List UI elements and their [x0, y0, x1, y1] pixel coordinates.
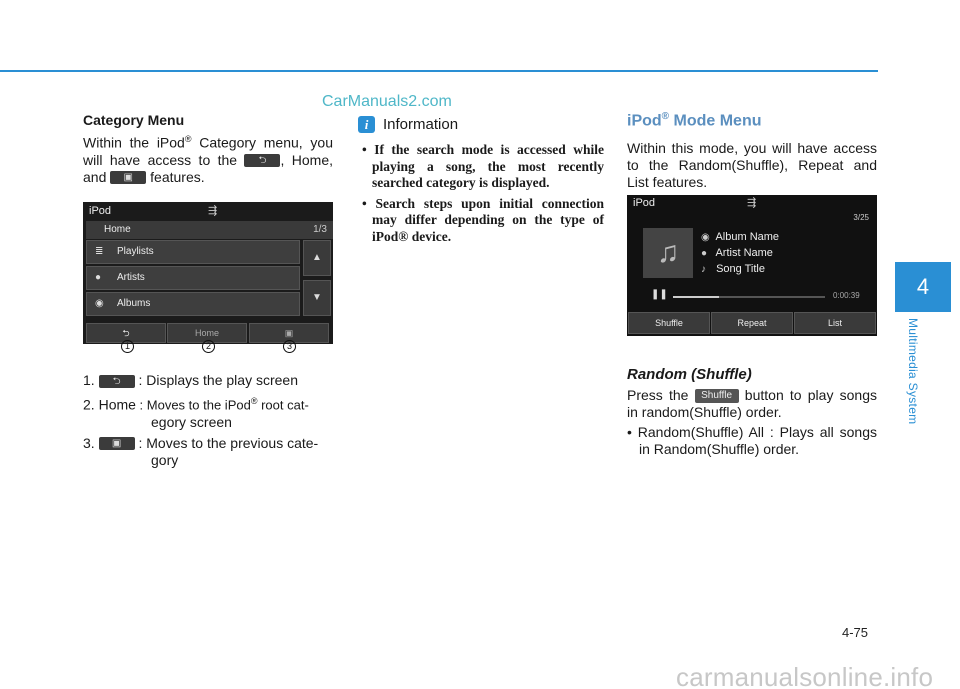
category-menu-heading: Category Menu [83, 112, 185, 128]
callout: 2 [202, 340, 215, 353]
album-name: ◉ Album Name [701, 231, 780, 243]
info-item: • Search steps upon initial connection may differ depending on the type of iPod® device. [362, 195, 604, 244]
chapter-title: Multimedia System [906, 318, 920, 425]
screen-title: iPod [633, 197, 656, 209]
list-item[interactable]: ● Artists [86, 266, 300, 290]
up-folder-button[interactable]: ▣ [249, 323, 329, 343]
screen-title: iPod [89, 205, 112, 217]
progress-bar[interactable] [673, 296, 825, 298]
ipod-mode-heading: iPod® Mode Menu [627, 111, 762, 130]
list-item: 2. Home : Moves to the iPod® root cat- egory screen [83, 396, 309, 430]
information-heading: Information [383, 116, 459, 133]
up-folder-button-icon: ▣ [110, 171, 146, 184]
info-item: • If the search mode is accessed while playing a song, the most recently searched category is displayed. [362, 142, 604, 190]
list-item[interactable]: ≣ Playlists [86, 240, 300, 264]
pause-icon[interactable]: ❚❚ [651, 289, 668, 300]
shuffle-button[interactable]: Shuffle [628, 312, 710, 334]
ipod-mode-section [627, 111, 877, 191]
watermark-top: CarManuals2.com [322, 93, 452, 110]
page-number: 4-75 [842, 625, 869, 640]
callout: 3 [283, 340, 296, 353]
back-button[interactable]: ⮌ [86, 323, 166, 343]
home-button[interactable]: Home [167, 323, 247, 343]
music-note-icon: ♫ [643, 228, 693, 278]
artist-icon: ● [701, 248, 708, 259]
scroll-up-button[interactable]: ▲ [303, 240, 331, 276]
watermark-bottom: carmanualsonline.info [676, 662, 934, 689]
list-item: 1. ⮌ : Displays the play screen [83, 372, 298, 388]
progress-fill [673, 296, 719, 298]
scroll-down-button[interactable]: ▼ [303, 280, 331, 316]
up-folder-button-icon: ▣ [99, 437, 135, 450]
track-count: 3/25 [853, 213, 869, 222]
repeat-button[interactable]: Repeat [711, 312, 793, 334]
category-menu-section [83, 112, 333, 186]
album-icon: ◉ [95, 298, 104, 309]
list-item: 3. ▣ : Moves to the previous cate- gory [83, 434, 319, 468]
ipod-mode-screenshot [627, 195, 877, 336]
artist-name: ● Artist Name [701, 247, 773, 259]
random-heading: Random (Shuffle) [627, 366, 752, 383]
back-button-icon: ⮌ [244, 154, 280, 167]
info-icon: i [358, 116, 375, 133]
random-item: • Random(Shuffle) All : Plays all songs in Random(Shuffle) order. [627, 424, 877, 457]
elapsed-time: 0:00:39 [833, 291, 860, 300]
information-box [358, 116, 604, 249]
list-item[interactable]: ◉ Albums [86, 292, 300, 316]
callout: 1 [121, 340, 134, 353]
top-rule [0, 70, 878, 72]
random-intro: Press the Shuffle button to play songs in random(Shuffle) order. [627, 387, 878, 420]
usb-icon: ⇶ [747, 197, 757, 209]
song-icon: ♪ [701, 264, 706, 275]
category-list [83, 372, 335, 473]
home-bar[interactable]: Home 1/3 [86, 221, 333, 239]
back-button-icon: ⮌ [99, 375, 135, 388]
shuffle-button-icon: Shuffle [695, 389, 739, 403]
list-button[interactable]: List [794, 312, 876, 334]
callouts [83, 340, 333, 354]
artist-icon: ● [95, 272, 102, 283]
song-title: ♪ Song Title [701, 263, 765, 275]
category-menu-intro: Within the iPod® Category menu, you will have access to the ⮌ , Home, and ▣ features. [83, 134, 334, 185]
album-icon: ◉ [701, 232, 710, 243]
playlist-icon: ≣ [95, 246, 104, 257]
ipod-mode-intro: Within this mode, you will have access to the Random(Shuffle), Repeat and List features. [627, 140, 877, 191]
category-screenshot [83, 202, 333, 344]
usb-icon: ⇶ [208, 205, 218, 217]
chapter-tab: 4 [895, 262, 951, 312]
